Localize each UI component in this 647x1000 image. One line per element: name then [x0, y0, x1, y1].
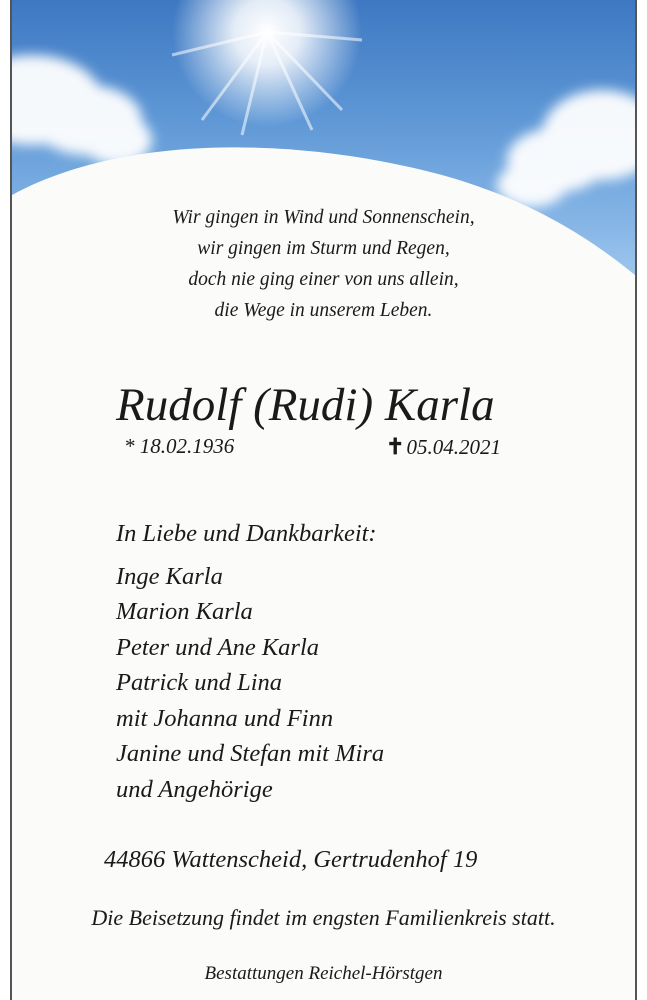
funeral-home-name: Bestattungen Reichel-Hörstgen	[204, 963, 443, 984]
sun-glow	[172, 0, 362, 127]
poem-line: Wir gingen in Wind und Sonnenschein,	[172, 207, 475, 228]
deceased-name: Rudolf (Rudi) Karla	[116, 379, 495, 431]
obituary-card	[10, 0, 637, 1000]
mourner-name: Inge Karla	[116, 562, 223, 590]
cloud-right	[497, 90, 635, 207]
life-dates	[12, 434, 635, 464]
mourner-name: Peter und Ane Karla	[116, 633, 320, 661]
mourners-list	[116, 516, 384, 807]
poem-line: doch nie ging einer von uns allein,	[188, 269, 459, 290]
cross-icon: ✝	[386, 434, 405, 459]
mourner-name: und Angehörige	[116, 775, 273, 803]
birth-date: * 18.02.1936	[124, 434, 235, 458]
mourner-name: mit Johanna und Finn	[116, 704, 334, 732]
burial-notice: Die Beisetzung findet im engsten Familienkreis statt.	[91, 905, 556, 930]
poem-line: wir gingen im Sturm und Regen,	[197, 238, 450, 259]
family-address: 44866 Wattenscheid, Gertrudenhof 19	[104, 846, 478, 873]
cloud-left	[12, 55, 152, 165]
poem-verse	[12, 202, 635, 326]
mourner-name: Patrick und Lina	[116, 669, 283, 696]
death-date: 05.04.2021	[406, 435, 501, 459]
death-date-group	[386, 434, 501, 460]
mourner-name: Marion Karla	[116, 598, 253, 625]
mourners-intro: In Liebe und Dankbarkeit:	[116, 520, 377, 547]
mourner-name: Janine und Stefan mit Mira	[116, 740, 385, 767]
poem-line: die Wege in unserem Leben.	[214, 300, 433, 321]
